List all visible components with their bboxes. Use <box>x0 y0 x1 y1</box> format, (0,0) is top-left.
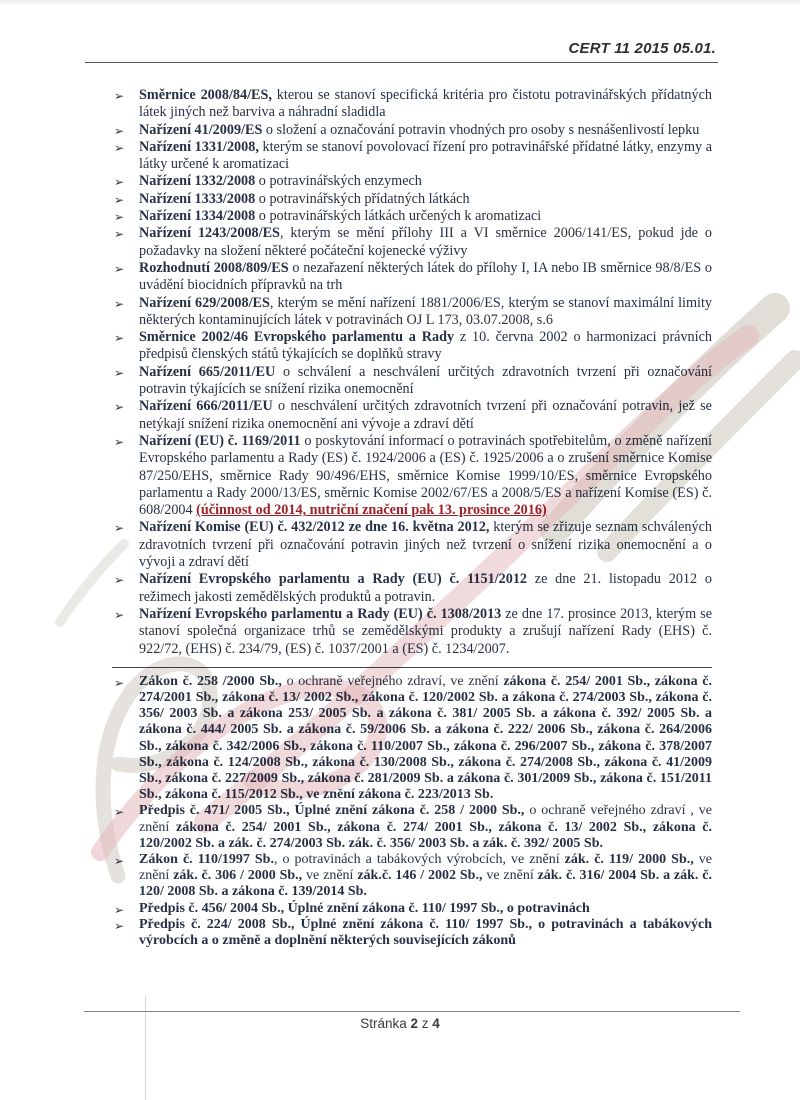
document-body <box>112 87 712 949</box>
legislation-text: Nařízení Komise (EU) č. 432/2012 ze dne 16. května 2012, <box>139 519 490 536</box>
list-bullet-icon: ➢ <box>114 123 125 138</box>
legislation-text: kterým se zřizuje seznam schválených zdravotních tvrzení při označování potravin jiných než tvrzení o snížení rizika onemocnění a o vývoji a zdraví dětí <box>139 519 712 571</box>
legislation-item <box>112 295 712 330</box>
legislation-text: Nařízení 1333/2008 <box>139 190 256 207</box>
list-bullet-icon: ➢ <box>114 331 125 346</box>
legislation-text: o poskytování informací o potravinách spotřebitelům, o změně nařízení Evropského parlamentu a Rady (ES) č. 1924/2006 a (ES) č. 1925/2006 a o zrušení směrnice Komise 87/250/EHS, směrnice Rady 90/496/EHS, směrnice Komise 1999/10/ES, směrnice Evropského parlamentu a Rady 2000/13/ES, směrnic Komise 2002/67/ES a 2008/5/ES a nařízení Komise (ES) č. 608/2004 <box>139 432 712 519</box>
legislation-text: zákona č. 254/ 2001 Sb., zákona č. 274/ 2001 Sb., zákona č. 13/ 2002 Sb., zákona č. 120/2002 Sb. a zák. č. 274/2003 Sb. zák. č. 356/ 2003 Sb. a zák. č. 392/ 2005 Sb. <box>139 819 712 851</box>
legislation-text: Předpis č. 456/ 2004 Sb., Úplné znění zákona č. 110/ 1997 Sb., o potravinách <box>139 900 590 916</box>
legislation-text: Nařízení 629/2008/ES <box>139 294 270 311</box>
national-legislation-list <box>112 674 712 949</box>
list-bullet-icon: ➢ <box>114 521 125 536</box>
list-bullet-icon: ➢ <box>114 296 125 311</box>
legislation-text: Předpis č. 224/ 2008 Sb., Úplné znění zákona č. 110/ 1997 Sb., o potravinách a tabákových výrobcích a o změně a doplnění některých souvisejících zákonů <box>139 916 712 949</box>
list-bullet-icon: ➢ <box>114 675 125 690</box>
list-bullet-icon: ➢ <box>114 89 125 103</box>
legislation-text: ze dne 17. prosince 2013, kterým se stanoví společná organizace trhů se zemědělskými produkty a zrušují nařízení Rady (EHS) č. 922/72, (EHS) č. 234/79, (ES) č. 1037/2001 a (ES) č. 1234/2007. <box>139 605 712 657</box>
legislation-text: Nařízení 665/2011/EU <box>139 363 276 380</box>
legislation-text: zák. č. 119/ 2000 Sb., <box>564 852 694 868</box>
list-bullet-icon: ➢ <box>114 573 125 588</box>
eu-legislation-list <box>112 87 712 658</box>
list-bullet-icon: ➢ <box>114 400 125 415</box>
list-bullet-icon: ➢ <box>114 261 125 276</box>
legislation-item <box>112 173 712 190</box>
effective-date-note: (účinnost od 2014, nutriční značení pak 13. prosince 2016) <box>196 502 547 519</box>
legislation-item <box>112 329 712 364</box>
legislation-text: o složení a označování potravin vhodných pro osoby s nesnášenlivostí lepku <box>262 121 700 138</box>
list-bullet-icon: ➢ <box>114 140 125 155</box>
legislation-text: kterou se stanoví specifická kritéria pro čistotu potravinářských přídatných látek jiných než barviva a náhradní sladidla <box>139 87 712 121</box>
page-word: Stránka <box>360 1016 407 1031</box>
legislation-item <box>112 364 712 399</box>
legislation-text: zák. č. 316/ 2004 Sb. a zák. č. 120/ 2008 Sb. a zákona č. 139/2014 Sb. <box>139 868 713 900</box>
legislation-text: Zákon č. 110/1997 Sb. <box>139 852 274 868</box>
legislation-text: o ochraně veřejného zdraví, ve znění <box>281 673 504 689</box>
section-divider <box>112 667 712 668</box>
legislation-text: kterým se stanoví povolovací řízení pro potravinářské přídatné látky, enzymy a látky určené k aromatizaci <box>139 138 712 173</box>
legislation-text: Nařízení (EU) č. 1169/2011 <box>139 432 301 449</box>
header-doc-code: CERT 11 2015 05.01. <box>568 40 716 57</box>
legislation-item <box>112 917 712 949</box>
list-bullet-icon: ➢ <box>114 805 125 820</box>
legislation-text: , o potravinách a tabákových výrobcích, ve znění <box>273 852 565 868</box>
legislation-item <box>112 260 712 295</box>
legislation-text: Zákon č. 258 /2000 Sb., <box>139 673 282 689</box>
legislation-text: Nařízení 1332/2008 <box>139 173 256 190</box>
legislation-item <box>112 606 712 658</box>
of-word: z <box>421 1016 429 1031</box>
legislation-text: Nařízení Evropského parlamentu a Rady (EU) č. 1151/2012 <box>139 571 528 588</box>
legislation-text: z 10. června 2002 o harmonizaci právních předpisů členských států týkajících se doplňků stravy <box>139 329 712 363</box>
legislation-text: Směrnice 2008/84/ES, <box>139 87 272 103</box>
scan-edge-shadow <box>0 0 800 6</box>
legislation-item <box>112 122 712 139</box>
legislation-item <box>112 571 712 606</box>
legislation-text: o neschválení určitých zdravotních tvrzení při označování potravin, jež se netýkají snížení rizika onemocnění ani vývoje a zdraví dětí <box>139 398 712 432</box>
legislation-item <box>112 191 712 208</box>
legislation-item <box>112 208 712 225</box>
legislation-text: Směrnice 2002/46 Evropského parlamentu a Rady <box>139 329 455 346</box>
legislation-text: , kterým se mění přílohy III a VI směrnice 2006/141/ES, pokud jde o požadavky na složení některé počáteční kojenecké výživy <box>139 225 712 259</box>
page-number: 2 <box>410 1016 418 1031</box>
list-bullet-icon: ➢ <box>114 918 125 933</box>
footer-rule <box>84 1011 740 1012</box>
legislation-text: Nařízení 1334/2008 <box>139 208 256 225</box>
legislation-item <box>112 901 712 917</box>
legislation-text: Nařízení Evropského parlamentu a Rady (EU) č. 1308/2013 <box>139 605 502 622</box>
legislation-text: Nařízení 1331/2008, <box>139 138 259 155</box>
legislation-text: o potravinářských látkách určených k aromatizaci <box>255 208 542 225</box>
legislation-text: o potravinářských enzymech <box>255 173 422 190</box>
legislation-text: o nezařazení některých látek do přílohy I, IA nebo IB směrnice 98/8/ES o uvádění biocidních přípravků na trh <box>139 259 712 294</box>
legislation-text: , kterým se mění nařízení 1881/2006/ES, kterým se stanoví maximální limity některých kontaminujících látek v potravinách OJ L 173, 03.07.2008, s.6 <box>139 294 712 328</box>
legislation-text: Nařízení 666/2011/EU <box>139 398 273 415</box>
total-pages: 4 <box>432 1016 440 1031</box>
list-bullet-icon: ➢ <box>114 210 125 225</box>
legislation-text: zák.č. 146 / 2002 Sb., <box>357 868 483 884</box>
legislation-item <box>112 433 712 519</box>
list-bullet-icon: ➢ <box>114 854 125 869</box>
legislation-text: zákona č. 254/ 2001 Sb., zákona č. 274/2001 Sb., zákona č. 13/ 2002 Sb., zákona č. 120/2002 Sb. a zákona č. 274/2003 Sb., zákona č. 356/ 2003 Sb. a zákona 253/ 2005 Sb. a zákona č. 381/ 2005 Sb. a zákona č. 392/ 2005 Sb. a zákona č. 444/ 2005 Sb. a zákona č. 59/2006 Sb. a zákona č. 222/ 2006 Sb., zákona č. 264/2006 Sb., zákona č. 342/2006 Sb., zákona č. 110/2007 Sb., zákona č. 296/2007 Sb., zákona č. 378/2007 Sb., zákona č. 124/2008 Sb., zákona č. 130/2008 Sb., zákona č. 274/2008 Sb., zákona č. 41/2009 Sb., zákona č. 227/2009 Sb., zákona č. 281/2009 Sb. a zákona č. 301/2009 Sb., zákona č. 151/2011 Sb., zákona č. 115/2012 Sb., ve znění zákona č. 223/2013 Sb. <box>139 673 712 803</box>
legislation-text: ve znění <box>302 868 358 884</box>
legislation-item <box>112 803 712 852</box>
legislation-item <box>112 139 712 174</box>
list-bullet-icon: ➢ <box>114 175 125 190</box>
legislation-text: Rozhodnutí 2008/809/ES <box>139 259 289 276</box>
legislation-item <box>112 674 712 804</box>
legislation-item <box>112 519 712 571</box>
legislation-text: Nařízení 1243/2008/ES <box>139 225 280 242</box>
legislation-text: zák. č. 306 / 2000 Sb., <box>173 868 303 884</box>
page-footer <box>0 1016 800 1031</box>
list-bullet-icon: ➢ <box>114 192 125 207</box>
legislation-text: o potravinářských přídatných látkách <box>255 190 470 207</box>
legislation-item <box>112 852 712 901</box>
legislation-text: o ochraně veřejného zdraví , ve znění <box>139 803 712 835</box>
header-rule <box>85 62 718 63</box>
legislation-text: ve znění <box>139 852 713 884</box>
legislation-text: Nařízení 41/2009/ES <box>139 121 263 138</box>
list-bullet-icon: ➢ <box>114 902 125 917</box>
list-bullet-icon: ➢ <box>114 607 125 622</box>
legislation-text: o schválení a neschválení určitých zdravotních tvrzení při označování potravin týkajících se snížení rizika onemocnění <box>139 363 712 398</box>
list-bullet-icon: ➢ <box>114 227 125 242</box>
legislation-text: ve znění <box>482 868 538 884</box>
legislation-text: Předpis č. 471/ 2005 Sb., Úplné znění zákona č. 258 / 2000 Sb., <box>139 803 525 819</box>
legislation-text: ze dne 21. listopadu 2012 o režimech jakosti zemědělských produktů a potravin. <box>139 571 712 605</box>
legislation-item <box>112 225 712 260</box>
list-bullet-icon: ➢ <box>114 434 125 449</box>
legislation-item <box>112 87 712 122</box>
list-bullet-icon: ➢ <box>114 365 125 380</box>
legislation-item <box>112 398 712 433</box>
